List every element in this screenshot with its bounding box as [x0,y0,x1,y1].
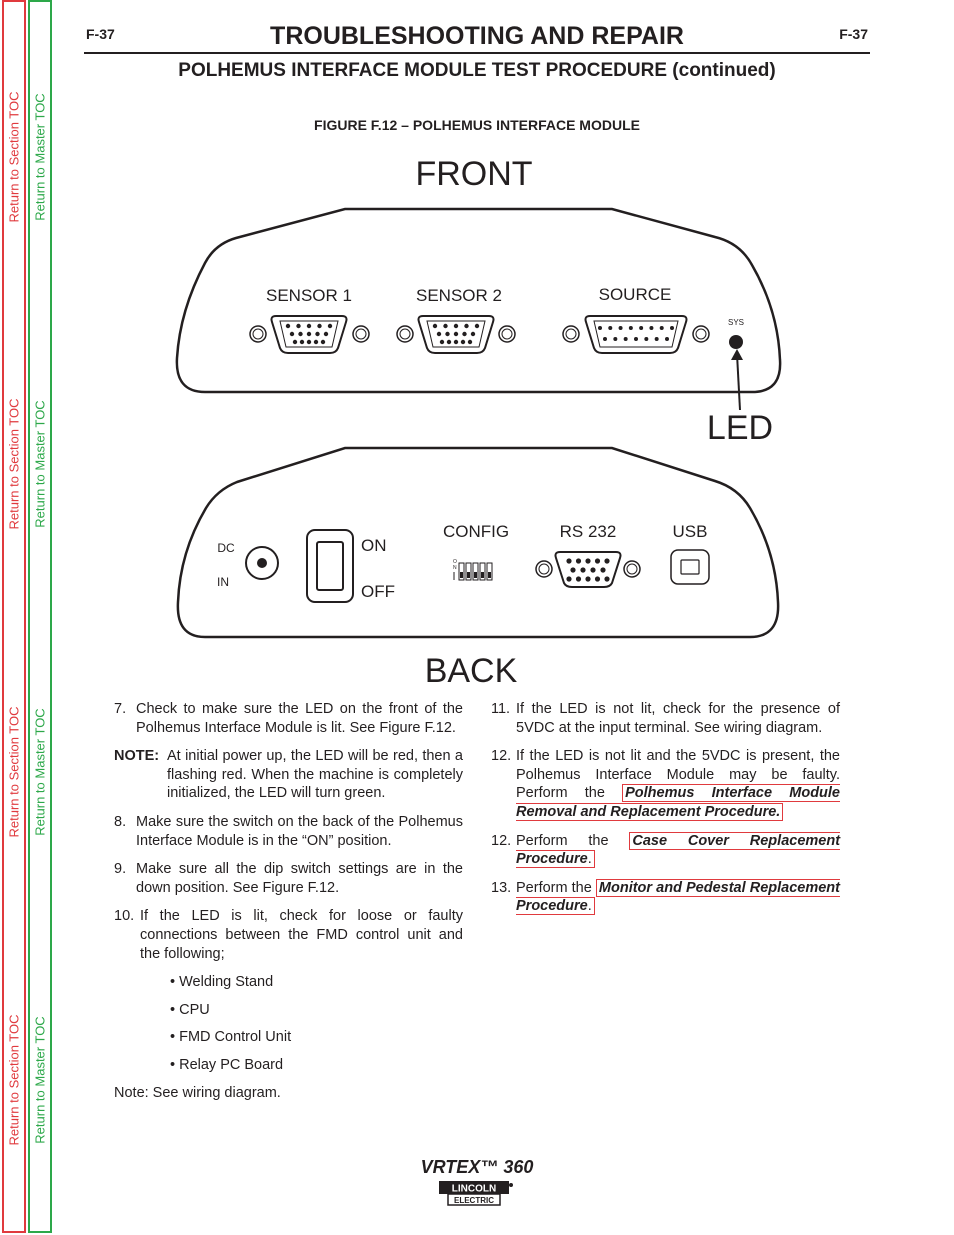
connector-pin [462,332,466,336]
connector-pin [613,337,617,341]
sys-label: SYS [727,318,745,327]
connector-pin [619,326,623,330]
off-label: OFF [361,582,395,601]
connector-pin [570,567,575,572]
dc-input-jack [246,547,278,579]
dip-switch-toggle [481,572,484,578]
step-12b: 12. Perform the Case Cover Replacement Procedure. [491,832,841,868]
page-title: TROUBLESHOOTING AND REPAIR [270,22,684,50]
connector-pin [600,567,605,572]
connector-pin [461,340,465,344]
connector-pin [296,324,300,328]
connector-pin [440,340,444,344]
led-label: LED [706,409,774,447]
connector-pin [293,340,297,344]
connector-pin [566,558,571,563]
led-pointer-line [737,354,740,410]
connector-pin [454,332,458,336]
connector-pin [576,576,581,581]
polhemus-module-figure [0,140,954,695]
connector-pin [585,576,590,581]
return-to-section-toc-link[interactable]: Return to Section TOC [6,706,22,838]
sensor-1-label: SENSOR 1 [266,286,352,305]
list-item: • Relay PC Board [170,1056,284,1073]
connector-pin [290,332,294,336]
power-up-note: NOTE: At initial power up, the LED will be red, then a flashing red. When the machine is completely initialized, the LED will turn green. [114,748,463,802]
connector-pin [454,324,458,328]
power-switch [307,530,353,602]
lincoln-electric-logo [438,1180,514,1208]
step-7: 7. Check to make sure the LED on the front of the Polhemus Interface Module is lit. See Figure F.12. [114,701,463,736]
back-label: BACK [424,652,518,690]
connector-pin [639,326,643,330]
rs232-pins [566,558,609,581]
connector-pin [585,558,590,563]
dc-label: DC [217,541,235,555]
dip-switch-toggle [474,572,477,578]
connector-pin [307,332,311,336]
dip-switch-toggle [467,572,470,578]
connector-pin [595,558,600,563]
polhemus-module-replacement-link[interactable]: Polhemus Interface Module Removal and Replacement Procedure. [516,785,840,820]
connector-pin [307,340,311,344]
return-to-master-toc-link[interactable]: Return to Master TOC [32,93,48,221]
case-cover-replacement-link[interactable]: Case Cover Replacement Procedure. [516,832,841,868]
connector-pin [608,326,612,330]
dip-switch-toggle [460,572,463,578]
connector-pin [665,337,669,341]
source-label: SOURCE [598,285,672,304]
connector-pin [307,324,311,328]
back-panel-outline [178,448,778,637]
list-item: • FMD Control Unit [170,1029,292,1046]
connector-pin [598,326,602,330]
page-subtitle: POLHEMUS INTERFACE MODULE TEST PROCEDURE (continued) [178,60,776,81]
left-column [114,700,463,1102]
connector-pin [433,324,437,328]
svg-text:O: O [453,559,457,565]
logo-bottom-text: ELECTRIC [454,1196,494,1205]
step-10: 10. If the LED is lit, check for loose or faulty connections between the FMD control unit and the following; [114,908,463,962]
connector-pin [445,332,449,336]
connector-pin [590,567,595,572]
connector-pin [604,558,609,563]
connector-pin [464,324,468,328]
connector-pin [660,326,664,330]
rs232-label: RS 232 [559,522,617,541]
connector-pin [475,324,479,328]
page-number-left: F-37 [86,26,115,42]
connector-pin [649,326,653,330]
logo-top-text: LINCOLN [451,1183,497,1195]
connector-pin [471,332,475,336]
page-number-right: F-37 [839,26,868,42]
config-dip-switch [453,559,492,580]
return-to-master-toc-link[interactable]: Return to Master TOC [32,400,48,528]
dip-switch-toggle [488,572,491,578]
source-connector [563,316,709,353]
wiring-diagram-note: Note: See wiring diagram. [114,1084,281,1101]
connector-pin [437,332,441,336]
connector-pin [576,558,581,563]
connector-pin [314,340,318,344]
front-label: FRONT [415,155,533,193]
connector-pin [566,576,571,581]
usb-port [671,550,709,584]
model-name: VRTEX™ 360 [420,1157,534,1177]
config-label: CONFIG [442,522,510,541]
return-to-master-toc-link[interactable]: Return to Master TOC [32,708,48,836]
step-12a: 12. If the LED is not lit and the 5VDC is present, the Polhemus Interface Module may be faulty. Perform the Polhemus Interface Module Removal and Replacement Procedure. [491,748,840,820]
connector-pin [629,326,633,330]
connector-pin [328,324,332,328]
sys-led-indicator [729,335,743,349]
connector-pin [443,324,447,328]
connector-pin [670,326,674,330]
connector-pin [324,332,328,336]
connector-pin [604,576,609,581]
header-rule [84,52,870,54]
connector-pin [321,340,325,344]
connector-pin [655,337,659,341]
return-to-section-toc-link[interactable]: Return to Section TOC [6,1014,22,1146]
return-to-section-toc-link[interactable]: Return to Section TOC [6,91,22,223]
usb-label: USB [672,522,708,541]
connector-pin [317,324,321,328]
monitor-pedestal-replacement-link[interactable]: Monitor and Pedestal Replacement Procedure. [516,879,840,915]
led-pointer-arrowhead [731,349,743,360]
list-item: • CPU [170,1001,210,1018]
in-label: IN [217,575,229,589]
list-item: • Welding Stand [170,974,274,991]
connector-pin [468,340,472,344]
connector-pin [644,337,648,341]
step-9: 9. Make sure all the dip switch settings are in the down position. See Figure F.12. [114,861,463,896]
return-to-section-toc-link[interactable]: Return to Section TOC [6,398,22,530]
connector-pin [454,340,458,344]
connector-pin [595,576,600,581]
connector-pin [624,337,628,341]
connector-pin [286,324,290,328]
connector-pin [315,332,319,336]
right-column [491,700,840,926]
on-label: ON [361,536,387,555]
svg-text:N: N [453,565,457,571]
connector-pin [580,567,585,572]
sensor-2-label: SENSOR 2 [416,286,502,305]
rs232-connector [536,552,640,587]
return-to-master-toc-link[interactable]: Return to Master TOC [32,1016,48,1144]
step-13: 13. Perform the Monitor and Pedestal Replacement Procedure. [491,879,840,915]
step-8: 8. Make sure the switch on the back of the Polhemus Interface Module is in the “ON” position. [114,813,463,849]
connector-pin [603,337,607,341]
connector-pin [300,340,304,344]
connector-pin [634,337,638,341]
figure-caption: FIGURE F.12 – POLHEMUS INTERFACE MODULE [314,117,640,133]
connector-pin [298,332,302,336]
step-11: 11. If the LED is not lit, check for the presence of 5VDC at the input terminal. See wiring diagram. [491,701,840,736]
connector-pin [447,340,451,344]
